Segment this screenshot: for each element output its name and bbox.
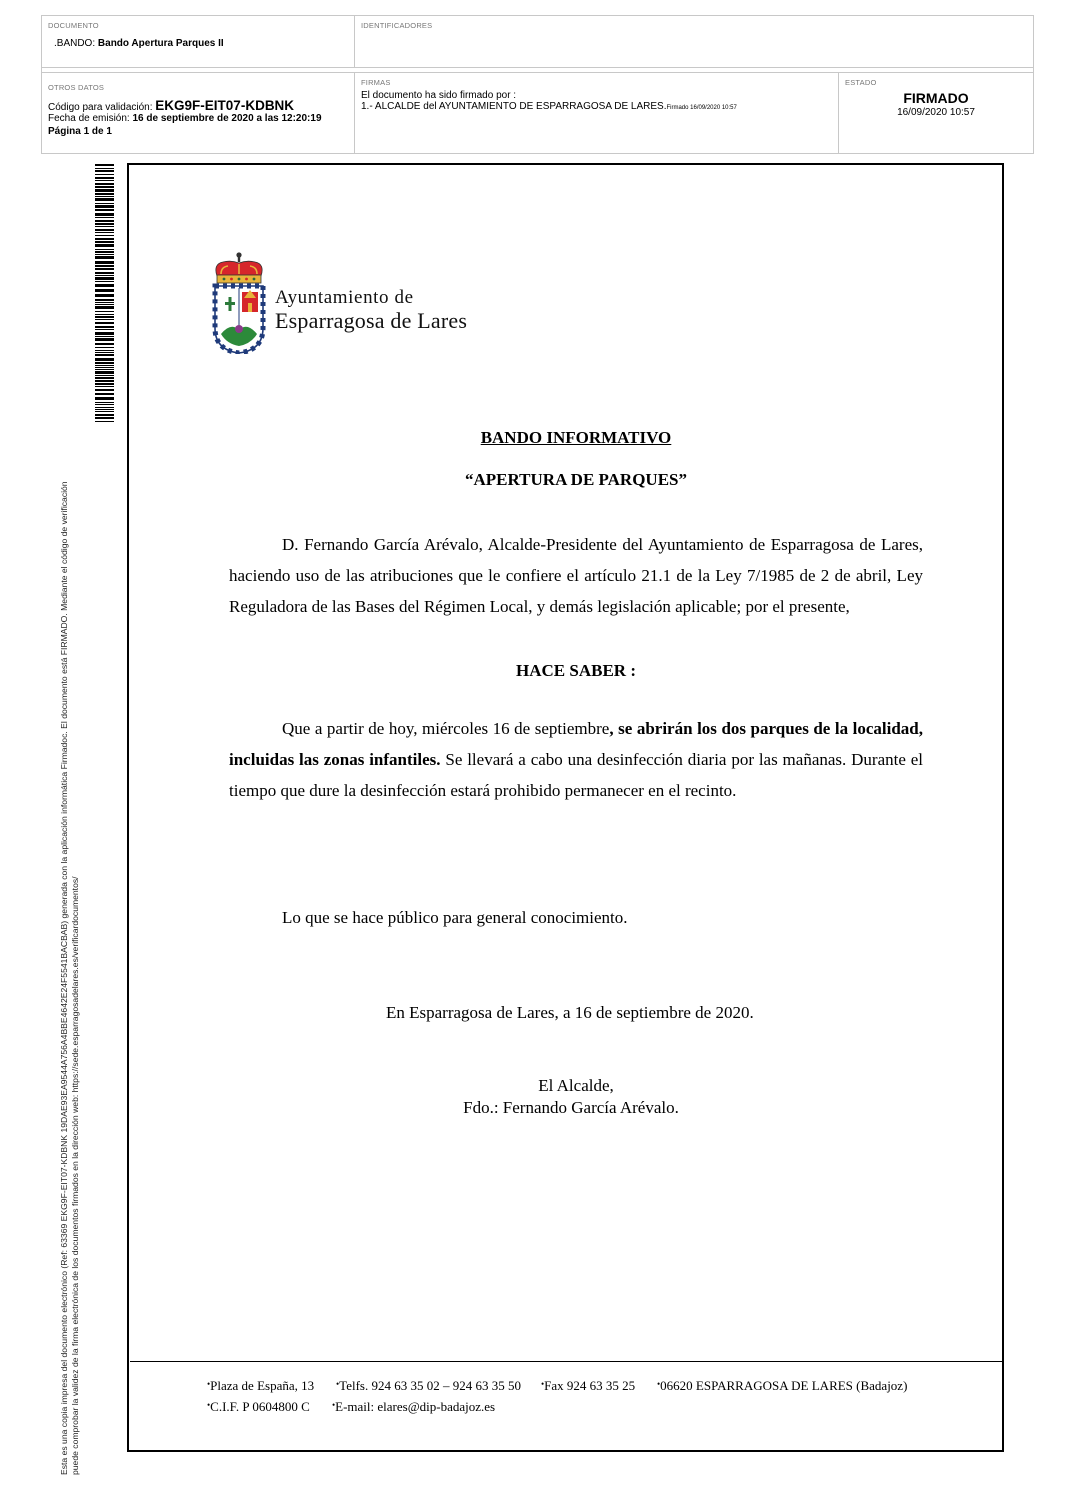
notice-text-bold: , se abrirán los dos parques de la localidad, incluidas las zonas infantiles. <box>229 719 923 769</box>
verification-note-line2: puede comprobar la validez de la firma electrónica de los documentos firmados en la dirección web: https://sede.esparragosadelares.es/verificardocumentos/ <box>70 876 80 1475</box>
identificadores-cell <box>355 16 1033 68</box>
firmas-cell <box>355 72 839 153</box>
footer-email: •E-mail: elares@dip-badajoz.es <box>332 1399 496 1414</box>
firmas-line1: El documento ha sido firmado por : <box>361 90 517 101</box>
letterhead-name <box>275 287 467 334</box>
letter-frame <box>127 163 1004 1452</box>
documento-title: .BANDO: Bando Apertura Parques II <box>54 38 224 49</box>
pagina-indicator: Página 1 de 1 <box>48 126 112 137</box>
documento-cell <box>42 16 355 68</box>
fecha-emision: Fecha de emisión: 16 de septiembre de 2020 a las 12:20:19 <box>48 113 322 124</box>
otros-datos-label: OTROS DATOS <box>48 83 105 92</box>
verification-barcode <box>95 164 114 422</box>
codigo-validacion-value: EKG9F-EIT07-KDBNK <box>155 98 295 113</box>
footer-telfs: •Telfs. 924 63 35 02 – 924 63 35 50 <box>336 1378 521 1393</box>
footer-cif: •C.I.F. P 0604800 C <box>207 1399 310 1414</box>
notice-paragraph <box>229 713 923 806</box>
otros-datos-cell <box>42 72 355 153</box>
documento-label: DOCUMENTO <box>48 21 99 30</box>
documento-value: Bando Apertura Parques II <box>97 38 224 49</box>
footer-fax: •Fax 924 63 35 25 <box>541 1378 636 1393</box>
notice-text-b: Se llevará a cabo una desinfección diaria por las mañanas. Durante el tiempo que dure la desinfección estará prohibido permanecer en el recinto. <box>229 750 923 800</box>
intro-paragraph: D. Fernando García Arévalo, Alcalde-Presidente del Ayuntamiento de Esparragosa de Lares, haciendo uso de las atribuciones que le confiere el artículo 21.1 de la Ley 7/1985 de 2 de abril, Ley Reguladora de las Bases del Régimen Local, y demás legislación aplicable; por el presente, <box>229 535 923 616</box>
letterhead-line1: Ayuntamiento de <box>275 287 414 308</box>
hace-saber-heading: HACE SABER : <box>516 661 636 680</box>
publico-line: Lo que se hace público para general conocimiento. <box>282 908 628 927</box>
codigo-validacion: Código para validación: EKG9F-EIT07-KDBNK <box>48 98 295 113</box>
letterhead-line2: Esparragosa de Lares <box>275 308 468 333</box>
estado-date: 16/09/2020 10:57 <box>897 107 975 118</box>
estado-label: ESTADO <box>845 78 877 87</box>
notice-text-a: Que a partir de hoy, miércoles 16 de septiembre <box>282 719 610 738</box>
firmas-line2: 1.- ALCALDE del AYUNTAMIENTO DE ESPARRAGOSA DE LARES.Firmado 16/09/2020 10:57 <box>361 101 737 112</box>
footer-postal: •06620 ESPARRAGOSA DE LARES (Badajoz) <box>657 1378 908 1393</box>
firmas-label: FIRMAS <box>361 78 391 87</box>
estado-cell <box>839 72 1033 153</box>
document-subtitle: “APERTURA DE PARQUES” <box>465 470 687 489</box>
coat-of-arms-logo <box>211 250 267 354</box>
verification-note-line1: Esta es una copia impresa del documento electrónico (Ref: 63369 EKG9F-EIT07-KDBNK 19DAE93EA9544A756A4BBE4642E24F5541BACBAB) generada con la aplicación informática Firmadoc. El documento está FIRMADO. Mediante el código de verificación <box>59 481 69 1475</box>
estado-value: FIRMADO <box>903 90 969 106</box>
firmas-date-small: Firmado 16/09/2020 10:57 <box>666 105 737 111</box>
verification-note <box>59 425 81 1475</box>
identificadores-label: IDENTIFICADORES <box>361 21 433 30</box>
document-header-table <box>41 15 1034 154</box>
signer-role: El Alcalde, <box>538 1076 614 1095</box>
place-date-line: En Esparragosa de Lares, a 16 de septiembre de 2020. <box>386 1003 754 1022</box>
fecha-emision-value: 16 de septiembre de 2020 a las 12:20:19 <box>132 113 322 124</box>
document-title: BANDO INFORMATIVO <box>480 428 672 447</box>
footer-address: •Plaza de España, 13 <box>207 1378 315 1393</box>
signer-name: Fdo.: Fernando García Arévalo. <box>463 1098 679 1117</box>
footer-rule <box>130 1361 1002 1362</box>
